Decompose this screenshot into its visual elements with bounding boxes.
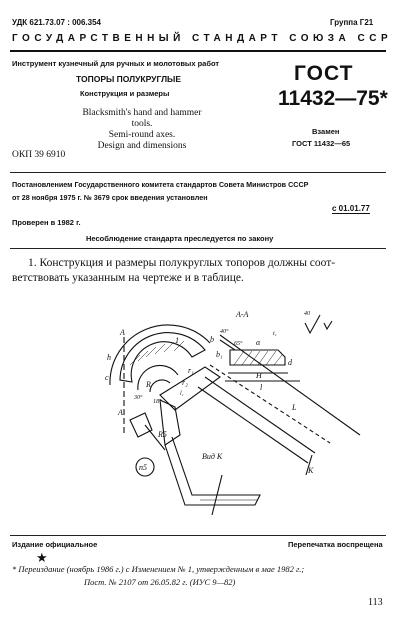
label-alpha: α (256, 338, 261, 347)
okp-code: ОКП 39 6910 (12, 150, 66, 160)
label-r2: r₂ (182, 378, 188, 387)
label-R5: R5 (158, 430, 167, 439)
english-title (72, 108, 212, 152)
label-h: h (107, 353, 111, 362)
label-l: l (260, 383, 263, 392)
section-label: А-А (236, 310, 249, 319)
gost-label: ГОСТ (294, 62, 354, 85)
label-one: 1 (175, 336, 179, 345)
decree-line-1: Постановлением Государственного комитета стандартов Совета Министров СССР (12, 180, 309, 189)
checked-year: Проверен в 1982 г. (12, 218, 81, 227)
reissue-note-line-2: Пост. № 2107 от 26.05.82 г. (ИУС 9—82) (84, 577, 236, 587)
reprint-label: Перепечатка воспрещена (288, 540, 383, 549)
standard-title: ГОСУДАРСТВЕННЫЙ СТАНДАРТ СОЮЗА ССР (12, 33, 393, 44)
roughness-symbol (305, 315, 320, 333)
star-mark: ★ (36, 550, 48, 565)
label-angle-18: 18° (153, 399, 162, 405)
english-title-line: Design and dimensions (97, 141, 187, 151)
label-b: b (210, 335, 214, 344)
doc-subtitle: Конструкция и размеры (80, 89, 170, 98)
edition-label: Издание официальное (12, 540, 98, 549)
section-hatching (234, 351, 282, 365)
label-r1: r₁ (188, 366, 194, 375)
replaces-value: ГОСТ 11432—65 (292, 139, 351, 148)
reissue-note-line-1: * Переиздание (ноябрь 1986 г.) с Изменением № 1, утвержденным в мае 1982 г.; (12, 564, 305, 574)
label-H: H (256, 371, 262, 380)
doc-name: ТОПОРЫ ПОЛУКРУГЛЫЕ (76, 74, 182, 84)
gost-number: 11432—75* (278, 87, 388, 110)
lower-arm-box (130, 413, 152, 437)
label-R: R (146, 380, 151, 389)
paragraph-1-line-2: ветствовать указанным на чертеже и в таблице. (12, 272, 244, 284)
handle-axis (210, 365, 330, 443)
label-t1: t₁ (273, 331, 277, 337)
label-c: c (105, 373, 109, 382)
english-title-line: Semi-round axes. (108, 130, 176, 140)
header-divider (10, 50, 386, 52)
label-b1: b₁ (216, 350, 223, 359)
label-n5: n5 (139, 463, 147, 472)
label-L: L (292, 403, 297, 412)
label-angle-65: 65° (234, 341, 243, 347)
effective-date: с 01.01.77 (332, 204, 370, 213)
axe-technical-drawing (60, 295, 370, 525)
category: Инструмент кузнечный для ручных и молотовых работ (12, 59, 220, 68)
udk-code: УДК 621.73.07 : 006.354 (12, 18, 101, 27)
label-angle-30: 30° (134, 395, 143, 401)
page-number: 113 (368, 597, 383, 608)
label-view-k: Вид К (202, 452, 223, 461)
decree-divider (10, 248, 386, 249)
decree-line-2: от 28 ноября 1975 г. № 3679 срок введения установлен (12, 193, 208, 202)
label-l1: l₁ (180, 391, 184, 397)
label-A-bottom: А (118, 408, 123, 417)
footer-divider (10, 535, 386, 536)
label-K: K (308, 466, 314, 475)
english-title-line: Blacksmith's hand and hammer tools. (82, 108, 202, 129)
law-warning: Несоблюдение стандарта преследуется по закону (86, 234, 274, 243)
label-d: d (288, 358, 292, 367)
roughness-symbol-small (324, 321, 332, 329)
section-leader (220, 340, 235, 350)
label-angle-40: 40° (220, 329, 229, 335)
replaces-label: Взамен (312, 127, 340, 136)
section-profile (230, 350, 285, 365)
roughness-value: 40 (304, 311, 310, 317)
blade-inner-arc (138, 365, 178, 390)
group-code: Группа Г21 (330, 18, 374, 27)
label-A-top: А (120, 328, 125, 337)
paragraph-1-line-1: 1. Конструкция и размеры полукруглых топоров должны соот- (28, 257, 336, 269)
title-divider (10, 172, 386, 173)
handle-bent-end (165, 437, 260, 505)
